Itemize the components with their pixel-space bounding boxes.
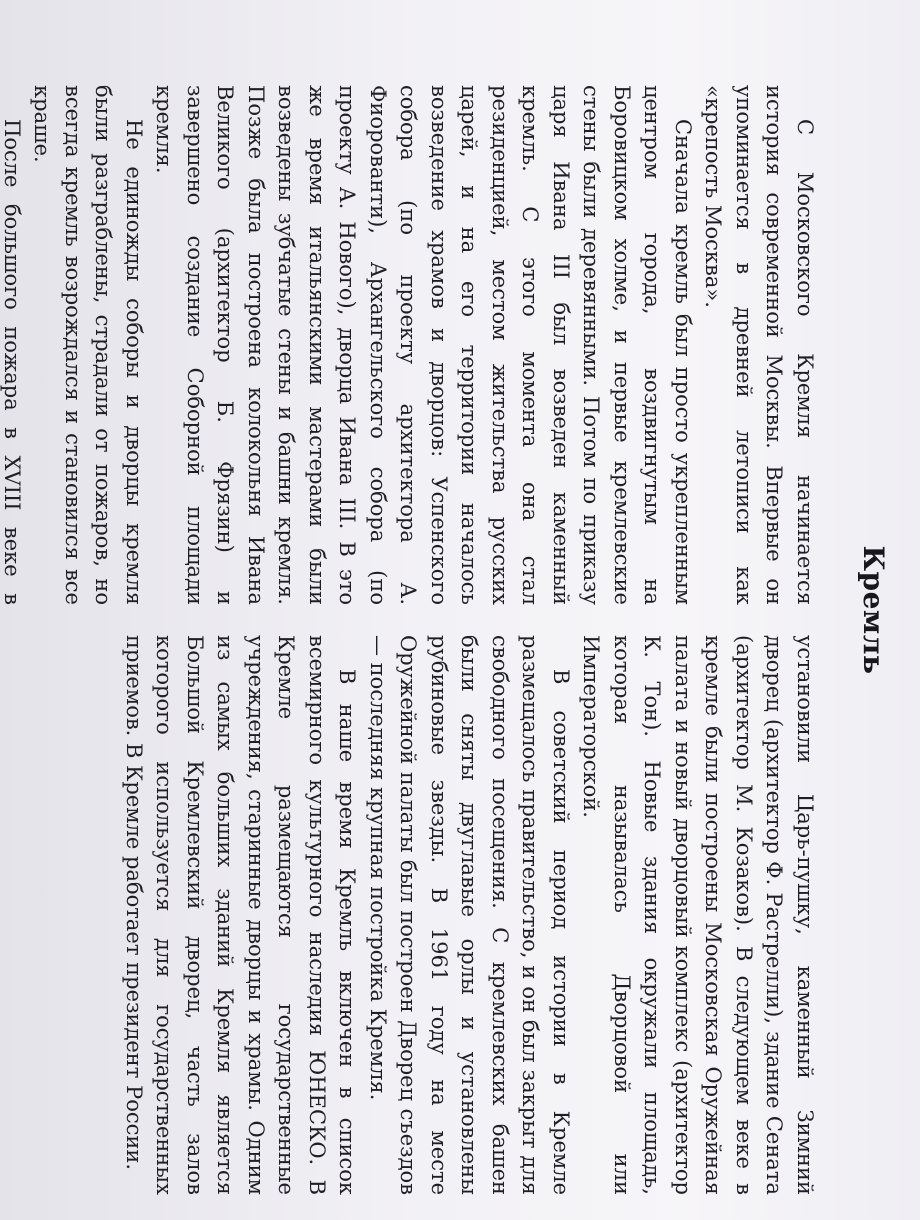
paragraph-history: Сначала кремль был просто укрепленным центром города, воздвигнутым на Боровицком холме, и первые кремлевские стены были деревянными. Потом по приказу царя Ивана III был возведен каменный кремль. С этого момента она стал резиденцией, местом жительства русских царей, и на его территории началось возведение храмов и дворцов: Успенского собора (по проекту архитектора А. Фиорованти), Архангельского собора (по проекту А. Нового), дворца Ивана III. В это же время итальянскими мастерами были возведены зубчатые стены и башни кремля. Позже была построена колокольня Ивана Великого (архитектор Б. Фрязин) и завершено создание Соборной площади кремля. (152, 85, 695, 605)
paragraph-fires: Не единожды соборы и дворцы кремля были разграблены, страдали от пожаров, но всегда кремль возрождался и становился все краше. (30, 85, 146, 605)
paragraph-present-day: В наше время Кремль включен в список всемирного культурного наследия ЮНЕСКО. В Кремле размещаются государственные учреждения, старинные дворцы и храмы. Одним из самых больших зданий Кремля является Большой Кремлевский дворец, часть залов которого используется для государственных приемов. В Кремле работает президент России. (122, 635, 360, 1195)
page-title: Кремль (857, 545, 890, 675)
right-text-column (119, 635, 821, 1195)
paragraph-intro: С Московского Кремля начинается история современной Москвы. Впервые он упоминается в древней летописи как «крепость Москва». (701, 85, 817, 605)
paragraph-soviet-period: В советский период истории в Кремле размещалось правительство, и он был закрыт для свободного посещения. С кремлевских башен были сняты двуглавые орлы и установлены рубиновые звезды. В 1961 году на месте Оружейной палаты был построен Дворец съездов — последняя крупная постройка Кремля. (366, 635, 573, 1195)
paragraph-18th-century-start: После большого пожара в XVIII веке в (0, 119, 24, 605)
paragraph-18th-century-cont: установили Царь-пушку, каменный Зимний дворец (архитектор Ф. Растрелли), здание Сената (архитектор М. Козаков). В следующем веке в кремле были построены Московская Оружейная палата и новый дворцовый комплекс (архитектор К. Тон). Новые здания окружали площадь, которая называлась Дворцовой или Императорской. (579, 635, 817, 1195)
left-text-column (0, 85, 820, 605)
